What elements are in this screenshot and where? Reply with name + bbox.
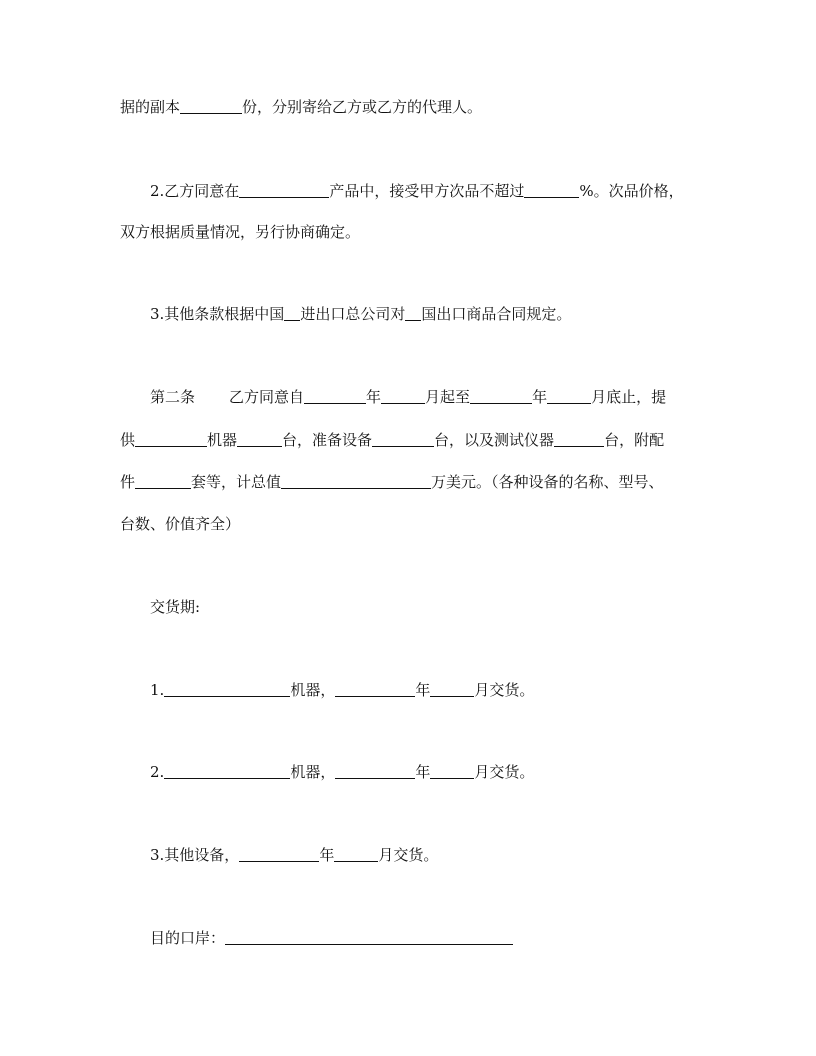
clause-2 [150, 181, 684, 201]
destination-port [150, 928, 513, 948]
text-segment: 月底止，提 [591, 388, 667, 406]
text-segment: 台数、价值齐全） [120, 515, 241, 533]
text-segment: 2.乙方同意在 [150, 182, 240, 200]
section-heading: 交货期: [150, 598, 201, 616]
text-segment: 供 [120, 431, 136, 449]
blank-item3-month-field[interactable] [334, 845, 378, 862]
delivery-item-2 [150, 762, 534, 782]
article-2 [150, 387, 666, 407]
text-segment: %。次品价格， [579, 182, 684, 200]
blank-item2-machine-field[interactable] [164, 762, 290, 779]
blank-parts-count-field[interactable] [135, 472, 191, 489]
clause-3 [150, 304, 571, 324]
clause-2-continuation [120, 222, 360, 242]
text-segment: 月交货。 [474, 763, 535, 781]
text-segment: 年 [366, 388, 382, 406]
text-segment: 月交货。 [474, 681, 535, 699]
text-segment: 产品中，接受甲方次品不超过 [329, 182, 525, 200]
blank-defect-percent-field[interactable] [524, 181, 579, 198]
blank-company-field[interactable] [284, 304, 300, 321]
text-segment: 乙方同意自 [229, 388, 305, 406]
text-segment: 万美元。（各种设备的名称、型号、 [431, 473, 664, 491]
blank-item3-year-field[interactable] [239, 845, 319, 862]
blank-item2-month-field[interactable] [430, 762, 474, 779]
blank-end-month-field[interactable] [547, 387, 591, 404]
blank-instrument-count-field[interactable] [554, 430, 604, 447]
blank-copies-field[interactable] [180, 97, 242, 114]
delivery-title [150, 597, 200, 617]
blank-country-field[interactable] [405, 304, 421, 321]
text-segment: 年 [319, 846, 335, 864]
blank-destination-port-field[interactable] [225, 928, 513, 945]
text-segment: 年 [415, 681, 431, 699]
text-segment: 台，准备设备 [282, 431, 373, 449]
text-segment: 双方根据质量情况，另行协商确定。 [120, 223, 361, 241]
text-segment: 件 [120, 473, 136, 491]
blank-item1-month-field[interactable] [430, 680, 474, 697]
text-segment: 机器， [290, 681, 336, 699]
article-heading: 第二条 [150, 388, 196, 406]
blank-end-year-field[interactable] [470, 387, 532, 404]
blank-machine-type-field[interactable] [135, 430, 207, 447]
text-segment: 年 [415, 763, 431, 781]
text-segment: 月交货。 [378, 846, 439, 864]
blank-item1-machine-field[interactable] [164, 680, 290, 697]
blank-machine-count-field[interactable] [237, 430, 282, 447]
blank-item2-year-field[interactable] [335, 762, 415, 779]
delivery-item-1 [150, 680, 534, 700]
blank-product-field[interactable] [239, 181, 329, 198]
field-label: 目的口岸： [150, 929, 226, 947]
delivery-item-3 [150, 845, 438, 865]
text-segment: 进出口总公司对 [300, 305, 406, 323]
text-segment: 机器， [290, 763, 336, 781]
text-segment: 3.其他条款根据中国 [150, 305, 285, 323]
text-segment: 国出口商品合同规定。 [421, 305, 572, 323]
article-2-row-4 [120, 514, 240, 534]
item-number: 1. [150, 681, 165, 699]
item-number: 2. [150, 763, 165, 781]
text-segment: 年 [532, 388, 548, 406]
text-segment: 月起至 [425, 388, 471, 406]
text-segment: 台，以及测试仪器 [434, 431, 555, 449]
blank-start-month-field[interactable] [381, 387, 425, 404]
text-segment: 3.其他设备， [150, 846, 240, 864]
article-2-row-2 [120, 430, 664, 450]
text-segment: 套等，计总值 [191, 473, 282, 491]
article-2-row-3 [120, 472, 664, 492]
blank-item1-year-field[interactable] [335, 680, 415, 697]
text-segment: 机器 [207, 431, 238, 449]
blank-equipment-count-field[interactable] [372, 430, 434, 447]
paragraph-copies [120, 97, 482, 117]
text-segment: 份，分别寄给乙方或乙方的代理人。 [242, 98, 483, 116]
text-segment: 据的副本 [120, 98, 181, 116]
text-segment: 台，附配 [604, 431, 665, 449]
blank-start-year-field[interactable] [304, 387, 366, 404]
blank-total-value-field[interactable] [281, 472, 431, 489]
